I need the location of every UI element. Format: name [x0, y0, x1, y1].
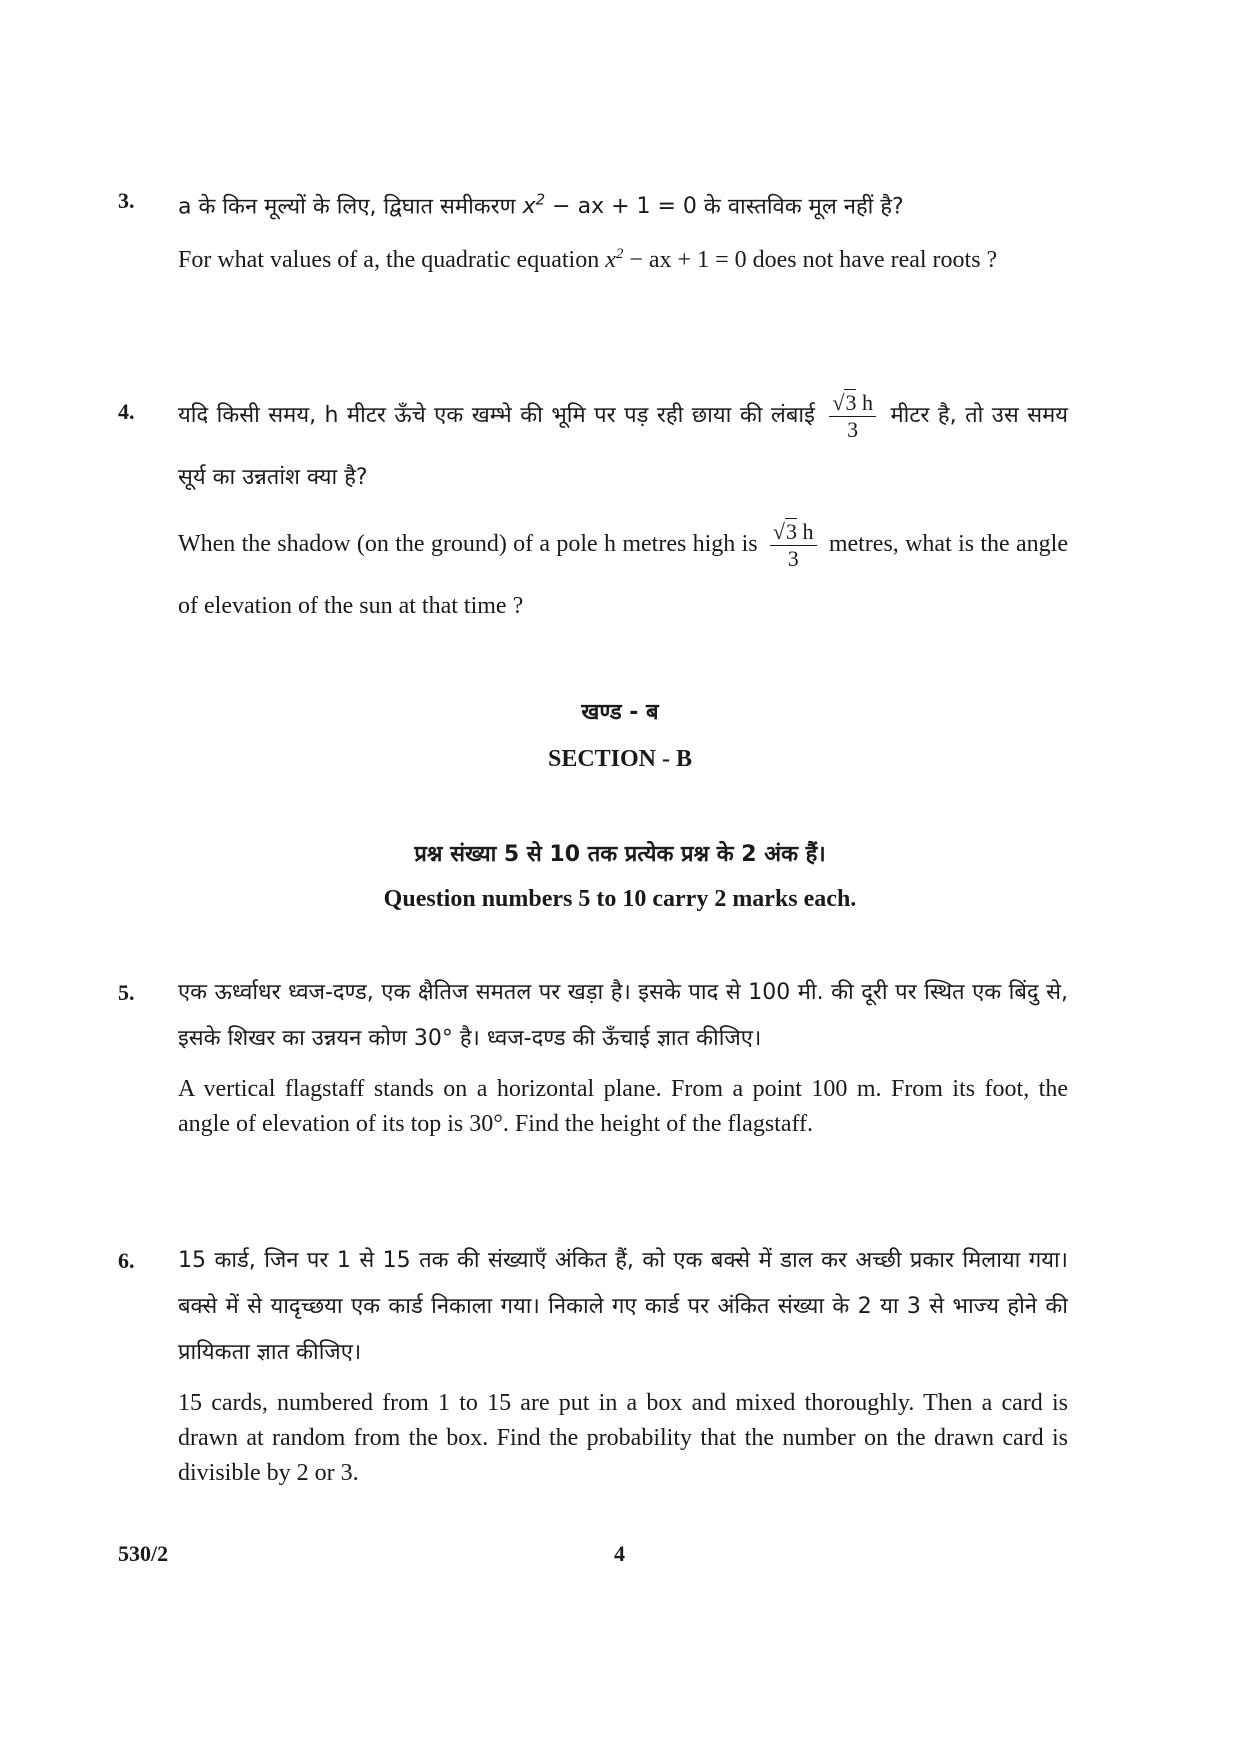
question-text-english: A vertical flagstaff stands on a horizontal plane. From a point 100 m. From its foot, the angle of elevation of its top is 30°. Find the height of the flagstaff. [178, 1076, 1068, 1137]
question-number: 6. [118, 1248, 135, 1273]
equation-rest: − ax + 1 = 0 [545, 194, 697, 220]
question-number: 3. [118, 188, 135, 213]
question-text-hindi [178, 180, 1068, 227]
section-title-hindi: खण्ड - ब [581, 700, 659, 725]
fraction-numerator [770, 519, 817, 546]
fraction-denominator: 3 [847, 416, 859, 442]
fraction-variable: h [797, 518, 814, 544]
hindi-text-pre: यदि किसी समय, h मीटर ऊँचे एक खम्भे की भूमि पर पड़ रही छाया की लंबाई [178, 403, 815, 428]
english-text-pre: When the shadow (on the ground) of a pole h metres high is [178, 531, 758, 557]
question-number: 4. [118, 399, 135, 424]
sqrt-value: 3 [786, 518, 797, 544]
equation [605, 247, 746, 273]
question-text-hindi: 15 कार्ड, जिन पर 1 से 15 तक की संख्याएँ अंकित हैं, को एक बक्से में डाल कर अच्छी प्रकार मिलाया गया। बक्से में से यादृच्छया एक कार्ड निकाला गया। निकाले गए कार्ड पर अंकित संख्या के 2 या 3 से भाज्य होने की प्रायिकता ज्ञात कीजिए। [178, 1248, 1068, 1365]
equation-variable: x [605, 247, 616, 274]
page-number: 4 [614, 1541, 625, 1566]
question-body [178, 180, 1068, 278]
question-text-hindi [178, 385, 1068, 509]
shadow-fraction [829, 390, 876, 443]
section-instruction-hindi: प्रश्न संख्या 5 से 10 तक प्रत्येक प्रश्न के 2 अंक हैं। [414, 842, 826, 867]
question-text-english [178, 513, 1068, 637]
english-text-post: metres, what is the angle of elevation of the sun at that time ? [178, 531, 1068, 619]
equation-variable: x [522, 194, 536, 220]
question-text-english [178, 237, 1068, 278]
equation [522, 191, 697, 220]
section-title-english: SECTION - B [547, 746, 693, 772]
sqrt-value: 3 [845, 389, 857, 415]
question-number: 5. [118, 980, 135, 1005]
hindi-text-pre: a के किन मूल्यों के लिए, द्विघात समीकरण [178, 194, 523, 220]
english-text-post: does not have real roots ? [746, 247, 998, 274]
paper-code: 530/2 [118, 1541, 169, 1566]
english-text-pre: For what values of a, the quadratic equation [178, 247, 606, 274]
section-instruction-english: Question numbers 5 to 10 carry 2 marks each. [383, 886, 857, 912]
fraction-numerator [829, 390, 876, 417]
fraction-denominator: 3 [787, 545, 799, 571]
question-text-hindi: एक ऊर्ध्वाधर ध्वज-दण्ड, एक क्षैतिज समतल पर खड़ा है। इसके पाद से 100 मी. की दूरी पर स्थित एक बिंदु से, इसके शिखर का उन्नयन कोण 30° है। ध्वज-दण्ड की ऊँचाई ज्ञात कीजिए। [178, 980, 1068, 1051]
sqrt-sign: √ [832, 389, 845, 415]
question-body [178, 385, 1068, 637]
question-text-english: 15 cards, numbered from 1 to 15 are put in a box and mixed thoroughly. Then a card is drawn at random from the box. Find the probability that the number on the drawn card is divisible by 2 or 3. [178, 1390, 1068, 1486]
equation-exponent: 2 [615, 246, 624, 263]
equation-rest: − ax + 1 = 0 [623, 247, 747, 274]
hindi-text-post: के वास्तविक मूल नहीं है? [696, 194, 904, 220]
shadow-fraction [770, 519, 817, 572]
equation-exponent: 2 [535, 191, 546, 209]
hindi-text-post: मीटर है, तो उस समय सूर्य का उन्नतांश क्या है? [178, 403, 1068, 490]
question-body [178, 970, 1068, 1142]
sqrt-sign: √ [772, 518, 785, 544]
question-body [178, 1238, 1068, 1491]
fraction-variable: h [856, 389, 873, 415]
